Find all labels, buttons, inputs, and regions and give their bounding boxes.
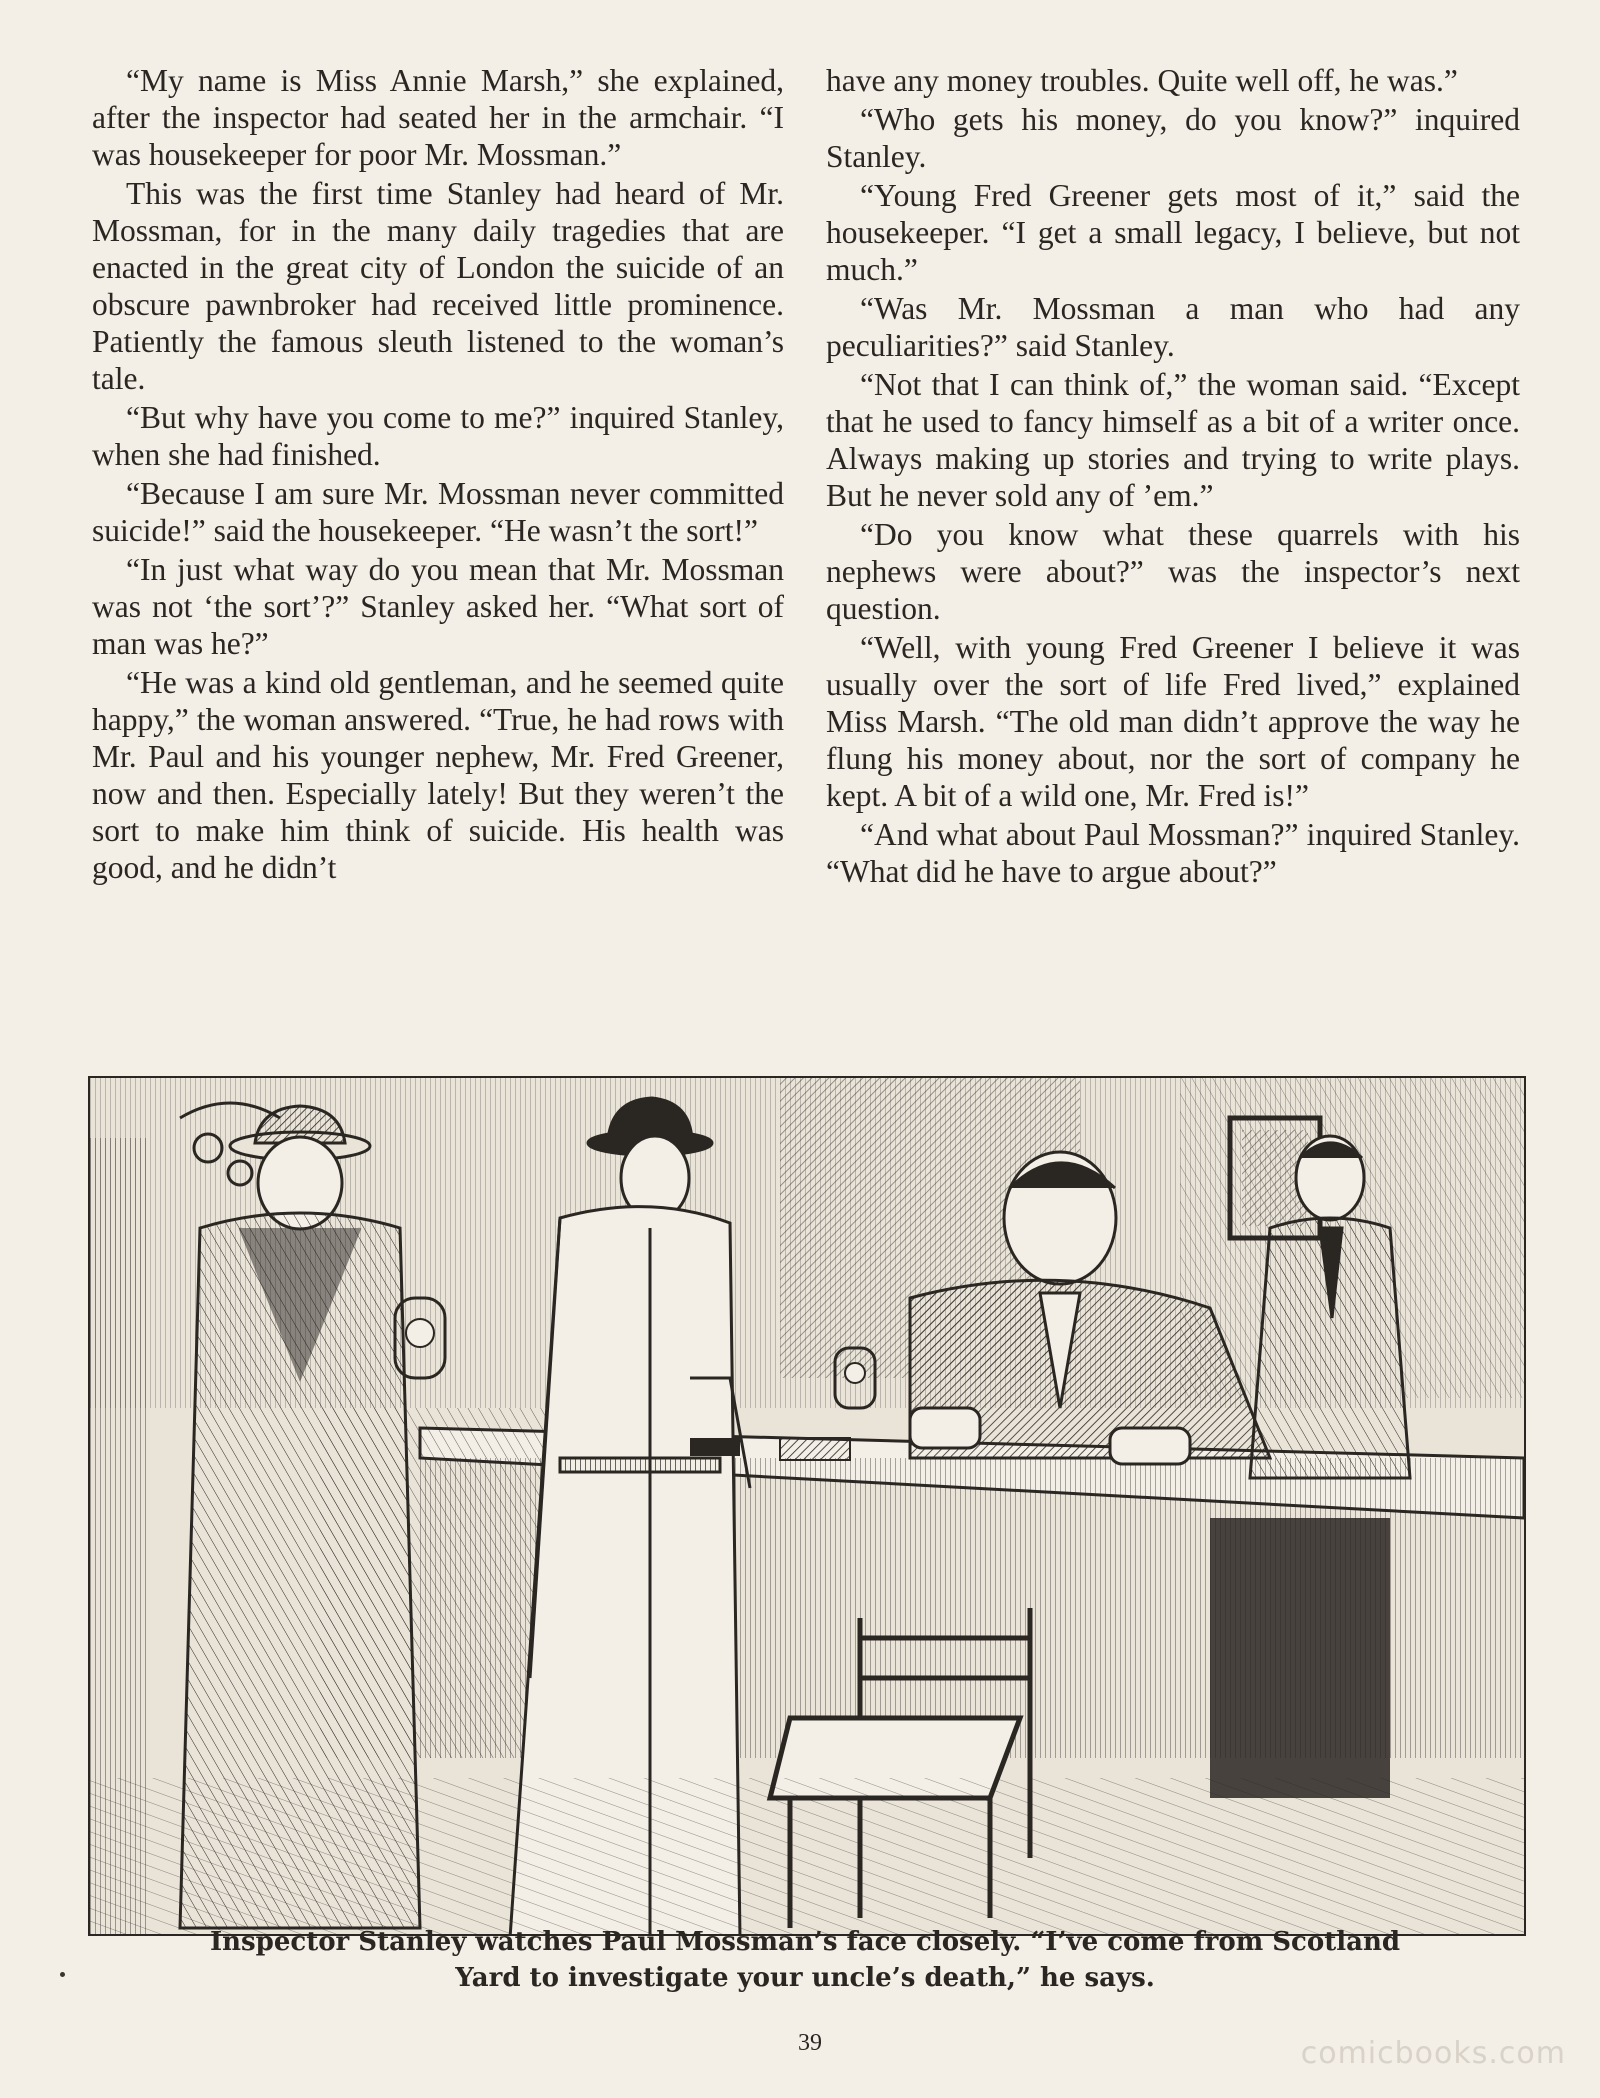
paragraph: “Was Mr. Mossman a man who had any peculiarities?” said Stanley.	[826, 291, 1520, 363]
paragraph: This was the first time Stanley had heard of Mr. Mossman, for in the many daily tragedies that are enacted in the great city of London the suicide of an obscure pawnbroker had received little prominence. Patiently the famous sleuth listened to the woman’s tale.	[92, 176, 784, 396]
left-text-column	[92, 62, 784, 888]
ink-speck	[60, 1972, 65, 1977]
caption-line: Inspector Stanley watches Paul Mossman’s face closely. “I’ve come from Scotland	[209, 1927, 1401, 1957]
illustration-caption	[100, 1924, 1510, 1996]
paragraph: “He was a kind old gentleman, and he seemed quite happy,” the woman answered. “True, he had rows with Mr. Paul and his younger nephew, Mr. Fred Greener, now and then. Especially lately! But they weren’t the sort to make him think of suicide. His health was good, and he didn’t	[92, 665, 784, 885]
paragraph: “Do you know what these quarrels with his nephews were about?” was the inspector’s next question.	[826, 517, 1520, 626]
paragraph: “Who gets his money, do you know?” inquired Stanley.	[826, 102, 1520, 174]
paragraph: “But why have you come to me?” inquired Stanley, when she had finished.	[92, 400, 784, 472]
paragraph: “Young Fred Greener gets most of it,” said the housekeeper. “I get a small legacy, I believe, but not much.”	[826, 178, 1520, 287]
caption-line: Yard to investigate your uncle’s death,” he says.	[455, 1963, 1155, 1993]
page-number: 39	[798, 2030, 822, 2056]
paragraph-continuation: have any money troubles. Quite well off, he was.”	[826, 63, 1458, 98]
paragraph: “In just what way do you mean that Mr. Mossman was not ‘the sort’?” Stanley asked her. “What sort of man was he?”	[92, 552, 784, 661]
watermark: comicbooks.com	[1300, 2036, 1566, 2071]
pen-and-ink-illustration	[88, 1076, 1526, 1936]
paragraph: “My name is Miss Annie Marsh,” she explained, after the inspector had seated her in the armchair. “I was housekeeper for poor Mr. Mossman.”	[92, 63, 784, 172]
paragraph: “And what about Paul Mossman?” inquired Stanley. “What did he have to argue about?”	[826, 817, 1520, 889]
right-text-column	[826, 62, 1520, 892]
paragraph: “Because I am sure Mr. Mossman never committed suicide!” said the housekeeper. “He wasn’t the sort!”	[92, 476, 784, 548]
paragraph: “Not that I can think of,” the woman said. “Except that he used to fancy himself as a bit of a writer once. Always making up stories and trying to write plays. But he never sold any of ’em.”	[826, 367, 1520, 513]
paragraph: “Well, with young Fred Greener I believe it was usually over the sort of life Fred lived,” explained Miss Marsh. “The old man didn’t approve the way he flung his money about, nor the sort of company he kept. A bit of a wild one, Mr. Fred is!”	[826, 630, 1520, 813]
